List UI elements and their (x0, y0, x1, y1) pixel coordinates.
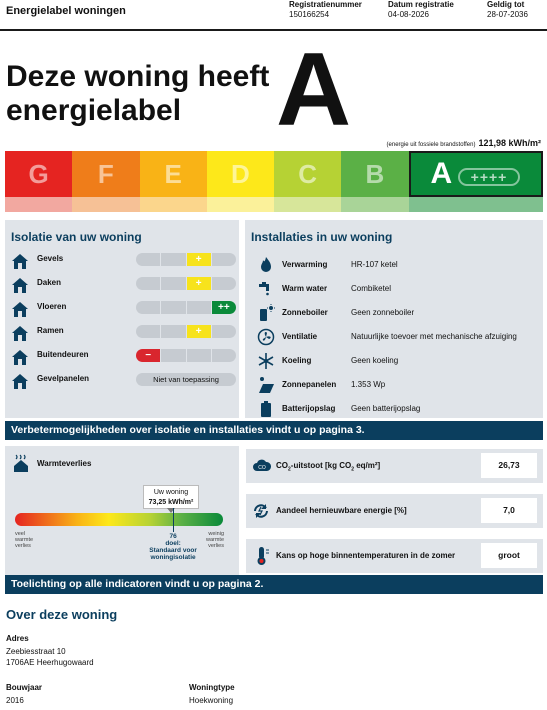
target-text (141, 533, 205, 561)
co2-value: 26,73 (481, 453, 537, 478)
your-home-label: Uw woning (153, 489, 189, 496)
installatie-value: Natuurlijke toevoer met mechanische afzuiging (351, 332, 517, 341)
rating-segment (212, 253, 236, 266)
solar-panel-icon (257, 376, 275, 394)
type-value: Hoekwoning (189, 696, 234, 705)
valid-until: 28-07-2036 (487, 10, 528, 19)
rating-segment (161, 349, 185, 362)
renewable-icon (252, 502, 270, 525)
rating-segment (212, 349, 236, 362)
target-marker (173, 508, 174, 532)
energy-scale-thresholds (5, 197, 543, 212)
threshold-band-g (5, 197, 72, 212)
installatie-label: Ventilatie (282, 332, 318, 341)
rating-segment (161, 325, 185, 338)
fan-icon (257, 328, 275, 346)
overheating-value: groot (481, 543, 537, 568)
threshold-band-a (409, 197, 544, 212)
indicator-renewable (246, 494, 543, 528)
threshold-band-c (274, 197, 341, 212)
isolatie-label: Vloeren (37, 302, 67, 311)
rating-segment: − (136, 349, 160, 362)
installatie-label: Koeling (282, 356, 312, 365)
energy-class-g: G (5, 151, 72, 197)
plus-pill: ++++ (458, 168, 520, 186)
target-value: 76 (169, 533, 177, 540)
heat-loss-gradient-bar (15, 513, 223, 526)
registration-date-label: Datum registratie (388, 0, 454, 9)
house-roof-icon (11, 276, 29, 294)
valid-until-block (487, 0, 528, 20)
rating-segment (136, 253, 160, 266)
svg-text:CO: CO (258, 465, 266, 471)
installatie-value: Geen batterijopslag (351, 404, 421, 413)
registration-number-block (289, 0, 362, 20)
installatie-label: Verwarming (282, 260, 328, 269)
rating-segment (136, 277, 160, 290)
house-window-icon (11, 324, 29, 342)
registration-number-label: Registratienummer (289, 0, 362, 9)
co2-cloud-icon (252, 457, 272, 478)
energy-class-f: F (72, 151, 139, 197)
threshold-band-d (207, 197, 274, 212)
isolatie-rating-bar (136, 349, 236, 362)
isolatie-title: Isolatie van uw woning (11, 230, 142, 244)
installatie-value: 1.353 Wp (351, 380, 386, 389)
year-value: 2016 (6, 696, 24, 705)
isolatie-label: Ramen (37, 326, 64, 335)
installatie-value: Combiketel (351, 284, 392, 293)
rating-segment: + (187, 253, 211, 266)
installatie-label: Zonnepanelen (282, 380, 337, 389)
indicator-overheating (246, 539, 543, 573)
snowflake-icon (257, 352, 275, 370)
address-label: Adres (6, 634, 29, 643)
isolatie-rating-bar (136, 277, 236, 290)
threshold-band-e (140, 197, 207, 212)
isolatie-not-applicable: Niet van toepassing (136, 373, 236, 386)
isolatie-rating-bar (136, 253, 236, 266)
installatie-label: Zonneboiler (282, 308, 328, 317)
rating-segment (212, 325, 236, 338)
installatie-value: Geen koeling (351, 356, 399, 365)
document-header (0, 0, 547, 31)
rating-segment (212, 277, 236, 290)
rating-segment (161, 301, 185, 314)
battery-icon (257, 400, 275, 418)
indicator-co2 (246, 449, 543, 483)
your-home-bubble (143, 485, 199, 509)
target-label: doel: (165, 540, 181, 547)
installatie-value: HR-107 ketel (351, 260, 398, 269)
thermometer-icon (254, 546, 270, 571)
house-wall-icon (11, 252, 29, 270)
isolatie-label: Gevels (37, 254, 64, 263)
label-title: Deze woning heeft energielabel (6, 60, 270, 127)
improvements-band: Verbetermogelijkheden over isolatie en installaties vindt u op pagina 3. (5, 421, 543, 440)
fossil-value: 121,98 kWh/m² (478, 138, 541, 148)
rating-segment (161, 277, 185, 290)
isolatie-rating-bar (136, 325, 236, 338)
isolatie-panel (5, 220, 239, 418)
isolatie-label: Daken (37, 278, 62, 287)
label-letter: A (276, 32, 352, 148)
house-panel-icon (11, 372, 29, 390)
indicators-band: Toelichting op alle indicatoren vindt u op pagina 2. (5, 575, 543, 594)
isolatie-label: Buitendeuren (37, 350, 89, 359)
tap-icon (257, 280, 275, 298)
heat-loss-high-label: veel warmte verlies (15, 531, 34, 549)
renewable-label: Aandeel hernieuwbare energie [%] (276, 506, 407, 515)
rating-segment (187, 301, 211, 314)
rating-segment: ++ (212, 301, 236, 314)
energy-class-b: B (341, 151, 408, 197)
rating-segment (187, 349, 211, 362)
house-door-icon (11, 348, 29, 366)
installatie-label: Warm water (282, 284, 328, 293)
rating-segment (161, 253, 185, 266)
house-floor-icon (11, 300, 29, 318)
isolatie-label: Gevelpanelen (37, 374, 90, 383)
registration-date-block (388, 0, 454, 20)
document-title: Energielabel woningen (6, 5, 126, 17)
address-line-1: Zeebiesstraat 10 (6, 647, 66, 656)
installatie-label: Batterijopslag (282, 404, 336, 413)
renewable-value: 7,0 (481, 498, 537, 523)
overheating-label: Kans op hoge binnentemperaturen in de zomer (276, 551, 456, 560)
warmteverlies-panel (5, 446, 239, 575)
fossil-energy (387, 138, 541, 148)
rating-segment: + (187, 325, 211, 338)
registration-number: 150166254 (289, 10, 330, 19)
rating-segment (136, 301, 160, 314)
warmteverlies-title: Warmteverlies (37, 459, 92, 468)
year-label: Bouwjaar (6, 683, 43, 692)
energy-class-c: C (274, 151, 341, 197)
installaties-title: Installaties in uw woning (251, 230, 393, 244)
energy-class-a: A (409, 151, 544, 197)
threshold-band-b (341, 197, 408, 212)
heat-loss-icon (13, 454, 29, 472)
energy-class-d: D (207, 151, 274, 197)
heat-loss-low-label: weinig warmte verlies (205, 531, 224, 549)
rating-segment (136, 325, 160, 338)
about-title: Over deze woning (6, 607, 118, 622)
isolatie-rating-bar (136, 301, 236, 314)
your-home-value: 73,25 kWh/m² (148, 499, 194, 506)
address-line-2: 1706AE Heerhugowaard (6, 658, 94, 667)
target-description: Standaard voor woningisolatie (149, 547, 197, 561)
registration-date: 04-08-2026 (388, 10, 429, 19)
valid-until-label: Geldig tot (487, 0, 525, 9)
fossil-note: (energie uit fossiele brandstoffen) (386, 142, 476, 148)
energy-class-e: E (140, 151, 207, 197)
solar-boiler-icon (257, 304, 275, 322)
installatie-value: Geen zonneboiler (351, 308, 415, 317)
type-label: Woningtype (189, 683, 235, 692)
rating-segment: + (187, 277, 211, 290)
threshold-band-f (72, 197, 139, 212)
flame-icon (257, 256, 275, 274)
co2-label: $CO_2$-uitstoot [kg $CO_2$ eq/m²] (276, 461, 381, 473)
